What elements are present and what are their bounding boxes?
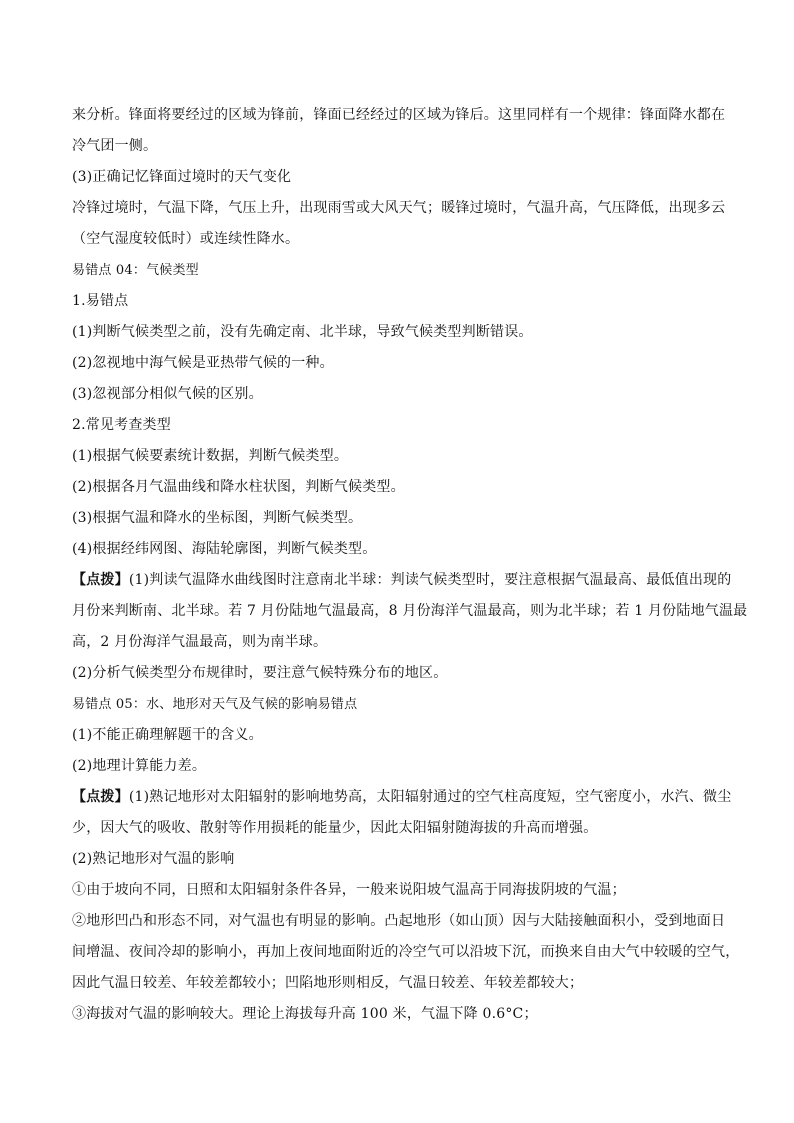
paragraph-line: 少，因大气的吸收、散射等作用损耗的能量少，因此太阳辐射随海拔的升高而增强。 [72, 820, 598, 836]
subheading: (3)正确记忆锋面过境时的天气变化 [72, 169, 292, 185]
document-body [72, 100, 748, 1030]
list-item: (1)根据气候要素统计数据，判断气候类型。 [72, 448, 349, 464]
list-item: (4)根据经纬网图、海陆轮廓图，判断气候类型。 [72, 541, 377, 557]
tip-text: (1)熟记地形对太阳辐射的影响地势高，太阳辐射通过的空气柱高度短，空气密度小，水汽、微尘 [128, 789, 732, 805]
subheading: 2.常见考查类型 [72, 417, 171, 433]
list-item: ①由于坡向不同，日照和太阳辐射条件各异，一般来说阳坡气温高于同海拔阴坡的气温； [72, 882, 626, 898]
list-item: (2)地理计算能力差。 [72, 758, 207, 774]
tip-label: 【点拨】 [72, 572, 129, 588]
list-item: (2)分析气候类型分布规律时，要注意气候特殊分布的地区。 [72, 665, 448, 681]
paragraph-line: 高，2 月份海洋气温最高，则为南半球。 [72, 634, 328, 650]
list-item: (2)根据各月气温曲线和降水柱状图，判断气候类型。 [72, 479, 405, 495]
list-item: (3)根据气温和降水的坐标图，判断气候类型。 [72, 510, 363, 526]
section-heading: 易错点 04：气候类型 [72, 263, 199, 278]
list-item: ②地形凹凸和形态不同，对气温也有明显的影响。凸起地形（如山顶）因与大陆接触面积小，受到地面日 [72, 913, 726, 929]
paragraph-line: 月份来判断南、北半球。若 7 月份陆地气温最高，8 月份海洋气温最高，则为北半球；若 1 月份陆地气温最 [72, 603, 748, 619]
list-item: (1)判断气候类型之前，没有先确定南、北半球，导致气候类型判断错误。 [72, 324, 533, 340]
section-heading: 易错点 05：水、地形对天气及气候的影响易错点 [72, 697, 358, 712]
paragraph-line: （空气湿度较低时）或连续性降水。 [72, 231, 300, 247]
paragraph-line: 冷锋过境时，气温下降，气压上升，出现雨雪或大风天气；暖锋过境时，气温升高，气压降低，出现多云 [72, 200, 726, 216]
paragraph-line: 冷气团一侧。 [72, 138, 158, 154]
subheading: 1.易错点 [72, 293, 129, 309]
subheading: (2)熟记地形对气温的影响 [72, 851, 235, 867]
list-item: (2)忽视地中海气候是亚热带气候的一种。 [72, 355, 334, 371]
tip-label: 【点拨】 [72, 789, 129, 805]
paragraph-line: 因此气温日较差、年较差都较小；凹陷地形则相反，气温日较差、年较差都较大； [72, 975, 584, 991]
paragraph-line: 间增温、夜间冷却的影响小，再加上夜间地面附近的冷空气可以沿坡下沉，而换来自由大气中较暖的空气， [72, 944, 740, 960]
list-item: (3)忽视部分相似气候的区别。 [72, 386, 263, 402]
paragraph-line: 来分析。锋面将要经过的区域为锋前，锋面已经经过的区域为锋后。这里同样有一个规律：锋面降水都在 [72, 107, 726, 123]
tip-line [72, 782, 732, 813]
tip-text: (1)判读气温降水曲线图时注意南北半球：判读气候类型时，要注意根据气温最高、最低值出现的 [128, 572, 732, 588]
list-item: (1)不能正确理解题干的含义。 [72, 727, 263, 743]
list-item: ③海拔对气温的影响较大。理论上海拔每升高 100 米，气温下降 0.6°C； [72, 1006, 538, 1022]
tip-line [72, 565, 732, 596]
